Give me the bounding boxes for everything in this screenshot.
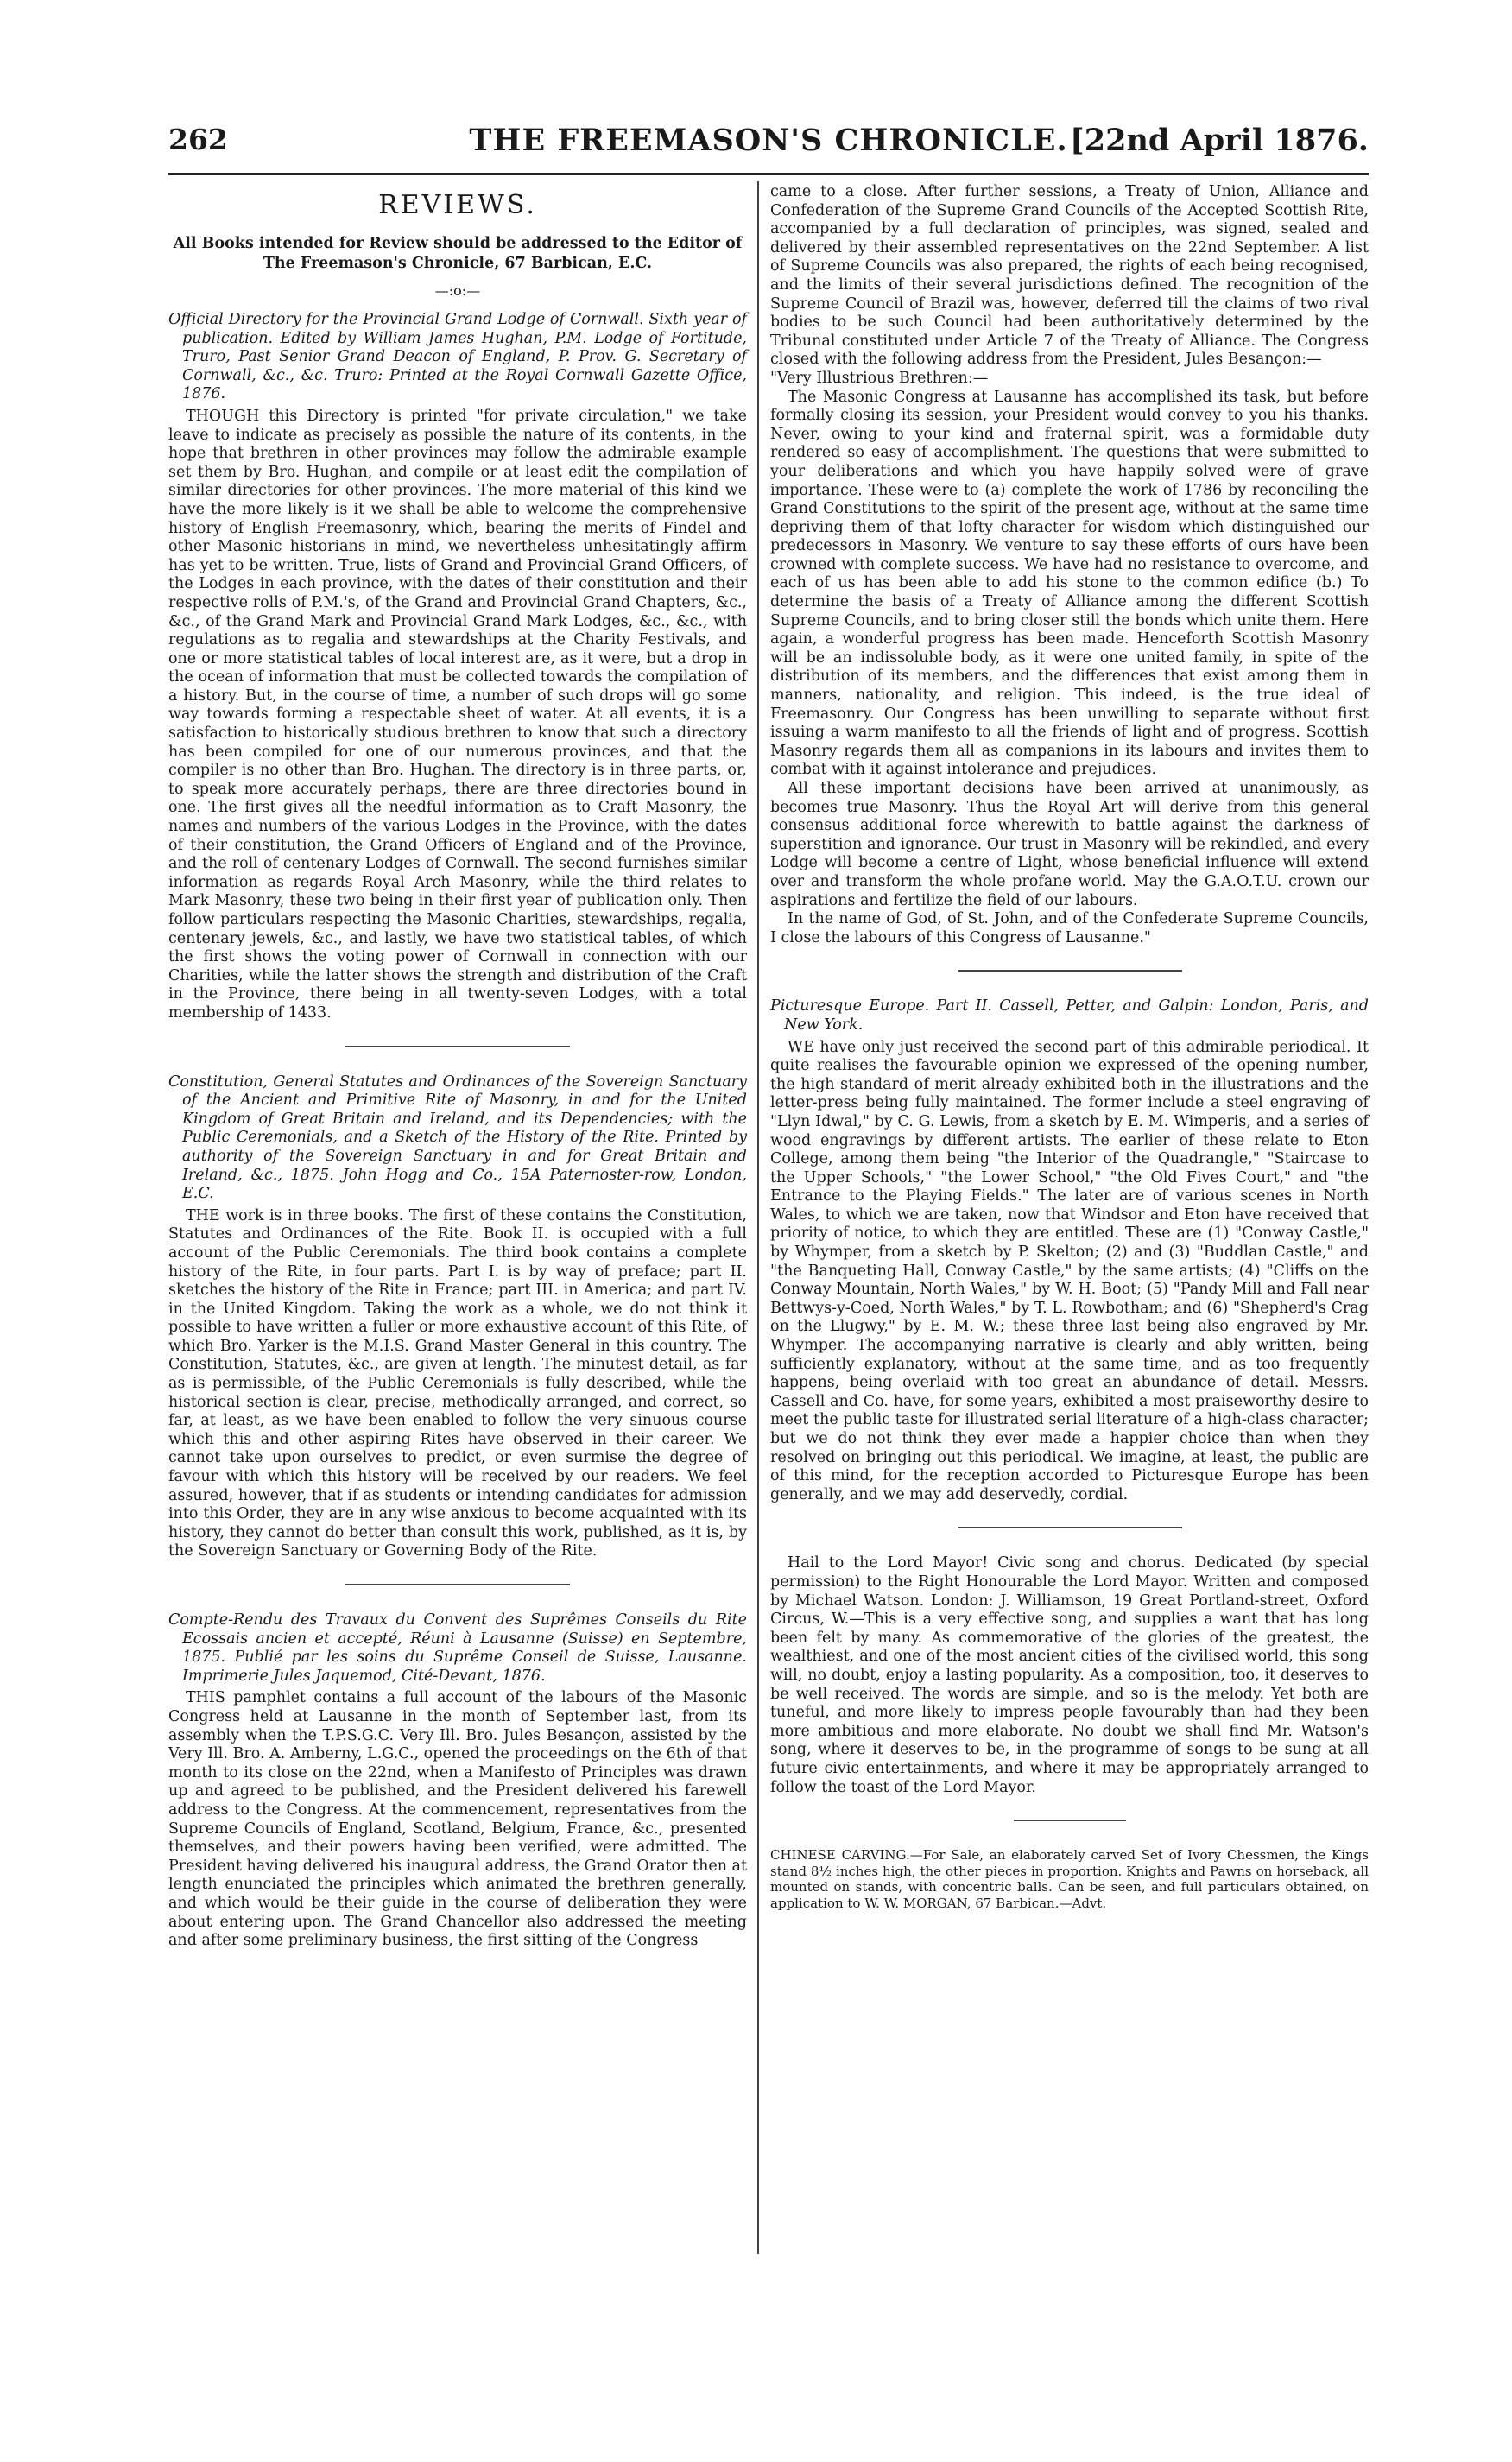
- section-title: REVIEWS.: [378, 190, 537, 220]
- review-body-picturesque-europe: WE have only just received the second part of this admirable periodical. It quite realises the favourable opinion we expressed of the opening number, the high standard of merit already exhibited both in the illustrations and the letter-press being fully maintained. The former include a steel engraving of "Llyn Idwal," by C. G. Lewis, from a sketch by E. M. Wimperis, and a series of wood engravings by different artists. The earlier of these relate to Eton College, among them being "the Interior of the Quadrangle," "Staircase to the Upper Schools," "the Lower School," "the Old Fives Court," and "the Entrance to the Playing Fields." The later are of various scenes in North Wales, to which we are taken, now that Windsor and Eton have received that priority of notice, to which they are entitled. These are (1) "Conway Castle," by Whymper, from a sketch by P. Skelton; (2) and (3) "Buddlan Castle," and "the Banqueting Hall, Conway Castle," by the same artists; (4) "Cliffs on the Conway Mountain, North Wales," by W. H. Boot; (5) "Pandy Mill and Fall near Bettwys-y-Coed, North Wales," by T. L. Rowbotham; and (6) "Shepherd's Crag on the Llugwy," by E. M. W.; these three last being also engraved by Mr. Whymper. The accompanying narrative is clearly and ably written, being sufficiently explanatory, without at the same time, and as too frequently happens, being overlaid with too great an abundance of detail. Messrs. Cassell and Co. have, for some years, exhibited a most praiseworthy desire to meet the public taste for illustrated serial literature of a high-class character; but we do not think they ever made a happier choice than when they resolved on bringing out this periodical. We imagine, at least, the public are of this mind, for the reception accorded to Picturesque Europe has been generally, and we may add deservedly, cordial.: [770, 1038, 1369, 1503]
- column-rule: [757, 181, 759, 2254]
- review-hail-lord-mayor: Hail to the Lord Mayor! Civic song and chorus. Dedicated (by special permission) to the Right Honourable the Lord Mayor. Written and composed by Michael Watson. London: J. Williamson, 19 Great Portland-street, Oxford Circus, W.—This is a very effective song, and supplies a want that has long been felt by many. As commemorative of the glories of the greatest, the wealthiest, and one of the most ancient cities of the civilised world, this song will, no doubt, enjoy a lasting popularity. As a composition, too, it deserves to be well received. The words are simple, and so is the melody. Yet both are tuneful, and more likely to impress people favourably than had they been more ambitious and more elaborate. No doubt we shall find Mr. Watson's song, where it deserves to be, in the programme of songs to be sung at all future civic entertainments, and where it may be appropriately arranged to follow the toast of the Lord Mayor.: [770, 1554, 1369, 1796]
- review-body-constitution: THE work is in three books. The first of these contains the Constitution, Statutes and Ordinances of the Rite. Book II. is occupied with a full account of the Public Ceremonials. The third book contains a complete history of the Rite, in four parts. Part I. is by way of preface; part II. sketches the history of the Rite in France; part III. in America; and part IV. in the United Kingdom. Taking the work as a whole, we do not think it possible to have written a fuller or more exhaustive account of this Rite, of which Bro. Yarker is the M.I.S. Grand Master General in this country. The Constitution, Statutes, &c., are given at length. The minutest detail, as far as is permissible, of the Public Ceremonials is fully described, while the historical section is clear, precise, methodically arranged, and correct, so far, at least, as we have been enabled to follow the very sinuous course which this and other aspiring Rites have observed in their career. We cannot take upon ourselves to predict, or even surmise the degree of favour with which this history will be received by our readers. We feel assured, however, that if as students or intending candidates for admission into this Order, they are in any wise anxious to become acquainted with its history, they cannot do better than consult this work, published, as it is, by the Sovereign Sanctuary or Governing Body of the Rite.: [168, 1206, 747, 1560]
- left-column: [168, 183, 747, 1951]
- review-title-picturesque-europe: Picturesque Europe. Part II. Cassell, Petter, and Galpin: London, Paris, and New York.: [770, 997, 1369, 1034]
- review-title-constitution: Constitution, General Statutes and Ordinances of the Sovereign Sanctuary of the Ancient and Primitive Rite of Masonry, in and for the United Kingdom of Great Britain and Ireland, and its Dependencies; with the Public Ceremonials, and a Sketch of the History of the Rite. Printed by authority of the Sovereign Sanctuary in and for Great Britain and Ireland, &c., 1875. John Hogg and Co., 15A Paternoster-row, London, E.C.: [168, 1073, 747, 1203]
- separator-rule: [958, 1527, 1182, 1528]
- newspaper-title: THE FREEMASON'S CHRONICLE.: [469, 123, 1068, 158]
- separator-rule: [958, 970, 1182, 972]
- separator-rule: [345, 1584, 570, 1585]
- review-notice: All Books intended for Review should be addressed to the Editor of The Freemason's Chronicle, 67 Barbican, E.C.: [173, 235, 743, 272]
- right-column: [770, 183, 1369, 1911]
- advertisement: [770, 1847, 1369, 1911]
- separator-rule: [345, 1046, 570, 1047]
- continued-body: came to a close. After further sessions, a Treaty of Union, Alliance and Confederation of the Supreme Grand Councils of the Accepted Scottish Rite, accompanied by a full declaration of principles, was signed, sealed and delivered by their assembled representatives on the 22nd September. A list of Supreme Councils was also prepared, the rights of each being recognised, and the limits of their several jurisdictions defined. The recognition of the Supreme Council of Brazil was, however, deferred till the claims of two rival bodies to be such Council had been authoritatively determined by the Tribunal constituted under Article 7 of the Treaty of Alliance. The Congress closed with the following address from the President, Jules Besançon:—: [770, 183, 1369, 369]
- masthead: [168, 123, 1369, 168]
- page-number: 262: [168, 123, 228, 156]
- review-title-cornwall: Official Directory for the Provincial Grand Lodge of Cornwall. Sixth year of publication. Edited by William James Hughan, P.M. Lodge of Fortitude, Truro, Past Senior Grand Deacon of England, P. Prov. G. Secretary of Cornwall, &c., &c. Truro: Printed at the Royal Cornwall Gazette Office, 1876.: [168, 311, 747, 403]
- review-title-compte-rendu: Compte-Rendu des Travaux du Convent des Suprêmes Conseils du Rite Ecossais ancien et accepté, Réuni à Lausanne (Suisse) en Septembre, 1875. Publié par les soins du Suprême Conseil de Suisse, Lausanne. Imprimerie Jules Jaquemod, Cité-Devant, 1876.: [168, 1611, 747, 1685]
- advertisement-body: —For Sale, an elaborately carved Set of Ivory Chessmen, the Kings stand 8½ inches high, the other pieces in proportion. Knights and Pawns on horseback, all mounted on stands, with concentric balls. Can be seen, and full particulars obtained, on application to W. W. MORGAN, 67 Barbican.—Advt.: [770, 1847, 1369, 1911]
- address-salutation: "Very Illustrious Brethren:—: [770, 369, 989, 387]
- separator-rule: [1014, 1820, 1126, 1821]
- issue-date: [22nd April 1876.: [1070, 123, 1369, 158]
- address-paragraph-2: All these important decisions have been arrived at unanimously, as becomes true Masonry. Thus the Royal Art will derive from this general consensus additional force wherewith to battle against the darkness of superstition and ignorance. Our trust in Masonry will be rekindled, and every Lodge will become a centre of Light, whose beneficial influence will extend over and transform the whole profane world. May the G.A.O.T.U. crown our aspirations and fertilize the field of our labours.: [770, 780, 1369, 909]
- review-body-compte-rendu: THIS pamphlet contains a full account of the labours of the Masonic Congress held at Lausanne in the month of September last, from its assembly when the T.P.S.G.C. Very Ill. Bro. Jules Besançon, assisted by the Very Ill. Bro. A. Amberny, L.G.C., opened the proceedings on the 6th of that month to its close on the 22nd, when a Manifesto of Principles was drawn up and agreed to be published, and the President delivered his farewell address to the Congress. At the commencement, representatives from the Supreme Councils of England, Scotland, Belgium, France, &c., presented themselves, and their powers having been verified, were admitted. The President having delivered his inaugural address, the Grand Orator then at length enunciated the principles which animated the brethren generally, and which would be their guide in the course of deliberation they were about entering upon. The Grand Chancellor also addressed the meeting and after some preliminary business, the first sitting of the Congress: [168, 1689, 747, 1950]
- address-paragraph-3: In the name of God, of St. John, and of the Confederate Supreme Councils, I close the labours of this Congress of Lausanne.": [770, 910, 1369, 946]
- ornament-divider: —:o:—: [434, 282, 481, 299]
- review-body-cornwall: THOUGH this Directory is printed "for private circulation," we take leave to indicate as precisely as possible the nature of its contents, in the hope that brethren in other provinces may follow the admirable example set them by Bro. Hughan, and compile or at least edit the compilation of similar directories for other provinces. The more material of this kind we have the more likely is it we shall be able to welcome the comprehensive history of English Freemasonry, which, bearing the merits of Findel and other Masonic historians in mind, we nevertheless unhesitatingly affirm has yet to be written. True, lists of Grand and Provincial Grand Officers, of the Lodges in each province, with the dates of their constitution and their respective rolls of P.M.'s, of the Grand and Provincial Grand Chapters, &c., &c., of the Grand Mark and Provincial Grand Mark Lodges, &c., &c., with regulations as to regalia and stewardships at the Charity Festivals, and one or more statistical tables of local interest are, as it were, but a drop in the ocean of information that must be collected towards the compilation of a history. But, in the course of time, a number of such drops will go some way towards forming a respectable sheet of water. At all events, it is a satisfaction to historically studious brethren to know that such a directory has been compiled for one of our numerous provinces, and that the compiler is no other than Bro. Hughan. The directory is in three parts, or, to speak more accurately perhaps, there are three directories bound in one. The first gives all the needful information as to Craft Masonry, the names and numbers of the various Lodges in the Province, with the dates of their constitution, the Grand Officers of England and of the Province, and the roll of centenary Lodges of Cornwall. The second furnishes similar information as regards Royal Arch Masonry, while the third relates to Mark Masonry, these two being in their first year of publication only. Then follow particulars respecting the Masonic Charities, stewardships, regalia, centenary jewels, &c., and lastly, we have two statistical tables, of which the first shows the voting power of Cornwall in connection with our Charities, while the latter shows the strength and distribution of the Craft in the Province, there being in all twenty-seven Lodges, with a total membership of 1433.: [168, 407, 747, 1022]
- advertisement-lead: CHINESE CARVING.: [770, 1847, 910, 1864]
- header-rule: [168, 173, 1369, 175]
- address-paragraph-1: The Masonic Congress at Lausanne has accomplished its task, but before formally closing its session, your President would convey to you his thanks. Never, owing to your kind and fraternal spirit, was a formidable duty rendered so easy of accomplishment. The questions that were submitted to your deliberations and which you have happily solved were of grave importance. These were to (a) complete the work of 1786 by reconciling the Grand Constitutions to the spirit of the present age, without at the same time depriving them of that lofty character for wisdom which distinguished our predecessors in Masonry. We venture to say these efforts of ours have been crowned with complete success. We have had no resistance to overcome, and each of us has been able to add his stone to the common edifice (b.) To determine the basis of a Treaty of Alliance among the different Scottish Supreme Councils, and to bring closer still the bonds which unite them. Here again, a wonderful progress has been made. Henceforth Scottish Masonry will be an indissoluble body, as it were one united family, in spite of the distribution of its members, and the differences that exist among them in manners, nationality, and religion. This indeed, is the true ideal of Freemasonry. Our Congress has been unwilling to separate without first issuing a warm manifesto to all the friends of light and of progress. Scottish Masonry regards them all as companions in its labours and invites them to combat with it against intolerance and prejudices.: [770, 388, 1369, 779]
